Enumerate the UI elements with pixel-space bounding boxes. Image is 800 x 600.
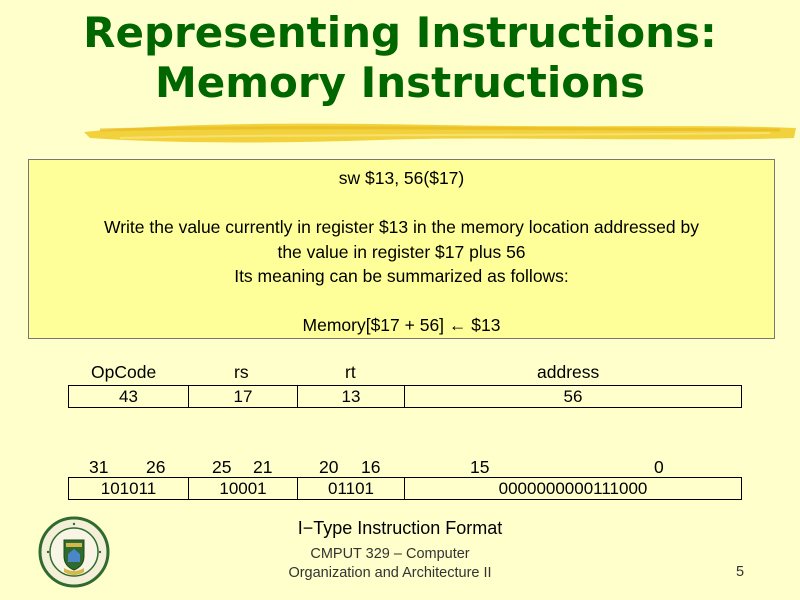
title-line-1: Representing Instructions: [83, 8, 717, 57]
bit-label-15: 15 [470, 457, 490, 477]
page-number: 5 [736, 564, 745, 580]
decimal-address: 56 [563, 387, 583, 406]
bit-label-0: 0 [654, 457, 664, 477]
header-rs: rs [234, 362, 249, 382]
semantics-line: Memory[$17 + 56] ← $13 [302, 315, 501, 335]
description-line-2: the value in register $17 plus 56 [277, 241, 526, 262]
header-rt: rt [345, 362, 356, 382]
binary-opcode: 101011 [69, 478, 189, 499]
binary-rs: 10001 [189, 478, 298, 499]
bit-label-16: 16 [361, 457, 381, 477]
bit-label-20: 20 [319, 457, 339, 477]
university-crest-logo [38, 516, 110, 588]
slide-title [0, 8, 800, 108]
footer-course [260, 545, 520, 583]
bit-label-25: 25 [212, 457, 232, 477]
instruction-description-box [28, 159, 775, 339]
blank-line [29, 191, 774, 216]
decimal-rt: 13 [298, 386, 405, 407]
binary-rt: 01101 [298, 478, 405, 499]
header-address: address [537, 362, 600, 382]
bit-label-21: 21 [253, 457, 273, 477]
decimal-rs: 17 [189, 386, 298, 407]
binary-format-row [68, 477, 742, 500]
blank-line [29, 289, 774, 314]
bit-label-26: 26 [146, 457, 166, 477]
footer-line-1: CMPUT 329 – Computer [310, 546, 470, 562]
decimal-opcode: 43 [69, 386, 189, 407]
description-line-1: Write the value currently in register $13 in the memory location addressed by [104, 217, 699, 237]
binary-address: 0000000000111000 [498, 479, 648, 498]
header-opcode: OpCode [91, 362, 157, 382]
bit-label-31: 31 [89, 457, 109, 477]
title-line-2: Memory Instructions [155, 58, 645, 107]
footer-line-2: Organization and Architecture II [288, 565, 492, 581]
instruction-text: sw $13, 56($17) [338, 168, 465, 188]
brush-stroke-underline [80, 116, 800, 146]
format-caption: I−Type Instruction Format [297, 518, 503, 538]
summary-line: Its meaning can be summarized as follows: [234, 266, 569, 286]
decimal-format-row [68, 385, 742, 408]
